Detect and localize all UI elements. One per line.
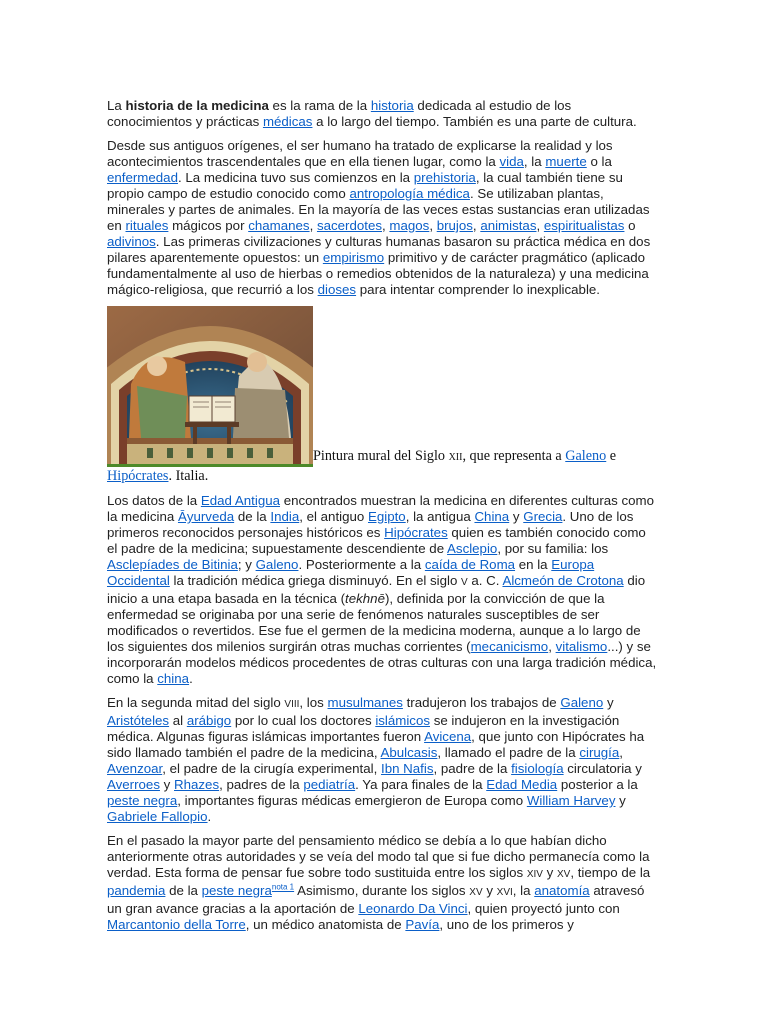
link-sacerdotes[interactable]: sacerdotes bbox=[316, 218, 382, 233]
mural-figure bbox=[107, 306, 659, 485]
link-alcmeon[interactable]: Alcmeón de Crotona bbox=[502, 573, 624, 588]
text: y bbox=[482, 883, 497, 898]
link-ibn-nafis[interactable]: Ibn Nafis bbox=[381, 761, 434, 776]
text: y bbox=[159, 777, 175, 792]
link-medicas[interactable]: médicas bbox=[262, 114, 313, 129]
text: , por su familia: los bbox=[497, 541, 609, 556]
text: Los datos de la bbox=[107, 493, 201, 508]
link-galeno[interactable]: Galeno bbox=[560, 695, 604, 710]
text: dio inicio a una etapa basada en la técnica ( bbox=[107, 573, 646, 606]
text: quien es también conocido como el padre de la medicina; supuestamente descendiente de bbox=[107, 525, 646, 556]
century-numeral: XV bbox=[557, 869, 571, 880]
text: , bbox=[619, 745, 623, 760]
text: , un médico anatomista de bbox=[245, 917, 406, 932]
text: circulatoria y bbox=[563, 761, 642, 776]
text: para intentar comprender lo inexplicable. bbox=[356, 282, 600, 297]
link-mecanicismo[interactable]: mecanicismo bbox=[470, 639, 549, 654]
text: de la bbox=[234, 509, 271, 524]
link-europa-occidental[interactable]: Europa Occidental bbox=[107, 557, 595, 588]
link-hipocrates[interactable]: Hipócrates bbox=[107, 468, 169, 484]
link-peste-negra[interactable]: peste negra bbox=[107, 793, 178, 808]
link-china[interactable]: China bbox=[474, 509, 510, 524]
link-peste-negra[interactable]: peste negra bbox=[201, 883, 272, 898]
link-musulmanes[interactable]: musulmanes bbox=[327, 695, 403, 710]
text: . Ya para finales de la bbox=[355, 777, 487, 792]
text: , bbox=[382, 218, 390, 233]
link-abulcasis[interactable]: Abulcasis bbox=[380, 745, 438, 760]
text: por lo cual los doctores bbox=[231, 713, 376, 728]
text: , que junto con Hipócrates ha sido llamado también el padre de la medicina, bbox=[107, 729, 645, 760]
link-muerte[interactable]: muerte bbox=[545, 154, 587, 169]
link-aristoteles[interactable]: Aristóteles bbox=[107, 713, 170, 728]
link-animistas[interactable]: animistas bbox=[480, 218, 537, 233]
link-rhazes[interactable]: Rhazes bbox=[174, 777, 220, 792]
text: . Posteriormente a la bbox=[298, 557, 425, 572]
text: , bbox=[309, 218, 317, 233]
text: posterior a la bbox=[557, 777, 638, 792]
article-body bbox=[107, 98, 659, 941]
islamic-paragraph bbox=[107, 695, 659, 825]
text: y bbox=[542, 865, 557, 880]
link-empirismo[interactable]: empirismo bbox=[322, 250, 385, 265]
text: ; y bbox=[237, 557, 256, 572]
text: Pintura mural del Siglo bbox=[313, 448, 449, 464]
text: a. C. bbox=[467, 573, 503, 588]
text: , la bbox=[523, 154, 546, 169]
text: , bbox=[536, 218, 544, 233]
link-dioses[interactable]: dioses bbox=[317, 282, 357, 297]
link-enfermedad[interactable]: enfermedad bbox=[107, 170, 178, 185]
text: En la segunda mitad del siglo bbox=[107, 695, 285, 710]
link-egipto[interactable]: Egipto bbox=[367, 509, 406, 524]
text: . Se utilizaban plantas, minerales y partes de animales. En la mayoría de las veces estas sustancias eran utilizadas en bbox=[107, 186, 650, 233]
link-prehistoria[interactable]: prehistoria bbox=[413, 170, 476, 185]
text: es la rama de la bbox=[268, 98, 371, 113]
century-numeral: V bbox=[461, 577, 468, 588]
text: . Italia. bbox=[168, 468, 209, 484]
footnote-link[interactable]: nota 1 bbox=[271, 882, 295, 892]
text: , la bbox=[512, 883, 535, 898]
link-avicena[interactable]: Avicena bbox=[424, 729, 472, 744]
link-averroes[interactable]: Averroes bbox=[107, 777, 160, 792]
text: . bbox=[207, 809, 212, 824]
text: en la bbox=[515, 557, 552, 572]
link-ayurveda[interactable]: Āyurveda bbox=[177, 509, 235, 524]
article-subject: historia de la medicina bbox=[125, 98, 269, 113]
link-edad-media[interactable]: Edad Media bbox=[486, 777, 558, 792]
link-cirugia[interactable]: cirugía bbox=[579, 745, 620, 760]
century-numeral: XV bbox=[469, 887, 483, 898]
link-hipocrates[interactable]: Hipócrates bbox=[384, 525, 448, 540]
text: Desde sus antiguos orígenes, el ser humano ha tratado de explicarse la realidad y los acontecimientos trascendentales que en ella tienen lugar, como la bbox=[107, 138, 613, 169]
text: . La medicina tuvo sus comienzos en la bbox=[177, 170, 414, 185]
text: . bbox=[189, 671, 193, 686]
text: , bbox=[548, 639, 556, 654]
link-vida[interactable]: vida bbox=[499, 154, 524, 169]
text: la tradición médica griega disminuyó. En el siglo bbox=[169, 573, 462, 588]
link-pavia[interactable]: Pavía bbox=[405, 917, 440, 932]
renaissance-paragraph bbox=[107, 833, 659, 933]
link-historia[interactable]: historia bbox=[370, 98, 414, 113]
text: , uno de los primeros y bbox=[439, 917, 574, 932]
text: , la antigua bbox=[405, 509, 475, 524]
term-tekhne: tekhnē bbox=[345, 591, 385, 606]
link-gabriele-fallopio[interactable]: Gabriele Fallopio bbox=[107, 809, 208, 824]
link-galeno[interactable]: Galeno bbox=[565, 448, 607, 464]
text: y bbox=[509, 509, 524, 524]
text: al bbox=[169, 713, 187, 728]
link-vitalismo[interactable]: vitalismo bbox=[555, 639, 608, 654]
text: o bbox=[624, 218, 636, 233]
century-numeral: XVI bbox=[496, 887, 513, 898]
link-chamanes[interactable]: chamanes bbox=[248, 218, 310, 233]
link-grecia[interactable]: Grecia bbox=[523, 509, 563, 524]
text: , quien proyectó junto con bbox=[467, 901, 620, 916]
text: , que representa a bbox=[462, 448, 566, 464]
link-islamicos[interactable]: islámicos bbox=[375, 713, 430, 728]
intro-paragraph bbox=[107, 98, 659, 130]
link-india[interactable]: India bbox=[270, 509, 300, 524]
text: , importantes figuras médicas emergieron de Europa como bbox=[177, 793, 527, 808]
text: , llamado el padre de la bbox=[437, 745, 580, 760]
link-adivinos[interactable]: adivinos bbox=[107, 234, 156, 249]
text: y bbox=[603, 695, 614, 710]
link-caida-de-roma[interactable]: caída de Roma bbox=[424, 557, 516, 572]
link-avenzoar[interactable]: Avenzoar bbox=[107, 761, 163, 776]
text: , tiempo de la bbox=[570, 865, 651, 880]
link-arabigo[interactable]: arábigo bbox=[186, 713, 232, 728]
origins-paragraph bbox=[107, 138, 659, 298]
text: atravesó un gran avance gracias a la aportación de bbox=[107, 883, 645, 916]
text: , padres de la bbox=[219, 777, 304, 792]
text: . Uno de los primeros reconocidos personajes históricos es bbox=[107, 509, 634, 540]
link-magos[interactable]: magos bbox=[389, 218, 430, 233]
link-edad-antigua[interactable]: Edad Antigua bbox=[200, 493, 281, 508]
link-fisiologia[interactable]: fisiología bbox=[511, 761, 564, 776]
text: dedicada al estudio de los conocimientos y prácticas bbox=[107, 98, 572, 129]
link-rituales[interactable]: rituales bbox=[125, 218, 169, 233]
text: , la cual también tiene su propio campo de estudio conocido como bbox=[107, 170, 623, 201]
link-marcantonio-della-torre[interactable]: Marcantonio della Torre bbox=[107, 917, 246, 932]
antiquity-paragraph bbox=[107, 493, 659, 687]
text: . Las primeras civilizaciones y culturas humanas basaron su práctica médica en dos pilares aparentemente opuestos: un bbox=[107, 234, 651, 265]
century-numeral: XIV bbox=[526, 869, 543, 880]
link-brujos[interactable]: brujos bbox=[436, 218, 473, 233]
text: Asimismo, durante los siglos bbox=[294, 883, 470, 898]
text: , bbox=[429, 218, 437, 233]
text: e bbox=[606, 448, 617, 464]
mural-painting-image[interactable] bbox=[107, 306, 313, 467]
text: En el pasado la mayor parte del pensamiento médico se debía a lo que habían dicho anteriormente otras autoridades y se veía del modo tal que si fue dicho permanecía como la verdad. Esta forma de pensar fue sobre todo sustituida entre los siglos bbox=[107, 833, 650, 880]
text: , padre de la bbox=[433, 761, 512, 776]
text: , los bbox=[299, 695, 328, 710]
link-asclepio[interactable]: Asclepio bbox=[447, 541, 498, 556]
link-anatomia[interactable]: anatomía bbox=[534, 883, 590, 898]
link-pediatria[interactable]: pediatría bbox=[303, 777, 356, 792]
text: primitivo y de carácter pragmático (aplicado fundamentalmente al uso de hierbas o remedios obtenidos de la naturaleza) y una medicina mágico-religiosa, que recurrió a los bbox=[107, 250, 649, 297]
link-william-harvey[interactable]: William Harvey bbox=[526, 793, 616, 808]
link-asclepiades[interactable]: Asclepíades de Bitinia bbox=[107, 557, 238, 572]
link-china-medicine[interactable]: china bbox=[157, 671, 190, 686]
text: , el padre de la cirugía experimental, bbox=[162, 761, 381, 776]
text: , bbox=[472, 218, 481, 233]
text: encontrados muestran la medicina en diferentes culturas como la medicina bbox=[107, 493, 655, 524]
link-espiritualistas[interactable]: espiritualistas bbox=[543, 218, 625, 233]
text: mágicos por bbox=[168, 218, 249, 233]
text: tradujeron los trabajos de bbox=[402, 695, 561, 710]
link-pandemia[interactable]: pandemia bbox=[107, 883, 166, 898]
link-galeno[interactable]: Galeno bbox=[255, 557, 299, 572]
text: ...) y se incorporarán modelos médicos procedentes de otras culturas con una larga tradición médica, como la bbox=[107, 639, 657, 686]
text: o la bbox=[586, 154, 612, 169]
text: La bbox=[107, 98, 126, 113]
text: a lo largo del tiempo. También es una parte de cultura. bbox=[312, 114, 637, 129]
text: se indujeron en la investigación médica. Algunas figuras islámicas importantes fueron bbox=[107, 713, 620, 744]
text: , el antiguo bbox=[299, 509, 368, 524]
text: de la bbox=[165, 883, 202, 898]
text: ), definida por la convicción de que la enfermedad se originaba por una serie de fenómenos naturales susceptibles de ser modificados o revertidos. Ese fue el germen de la medicina moderna, aunque a lo largo de los siguientes dos milenios surgirán otras muchas corrientes ( bbox=[107, 591, 641, 654]
century-numeral: VIII bbox=[284, 699, 300, 710]
century-numeral: XII bbox=[448, 452, 463, 463]
link-antropologia-medica[interactable]: antropología médica bbox=[349, 186, 470, 201]
text: y bbox=[615, 793, 626, 808]
link-leonardo-da-vinci[interactable]: Leonardo Da Vinci bbox=[358, 901, 468, 916]
